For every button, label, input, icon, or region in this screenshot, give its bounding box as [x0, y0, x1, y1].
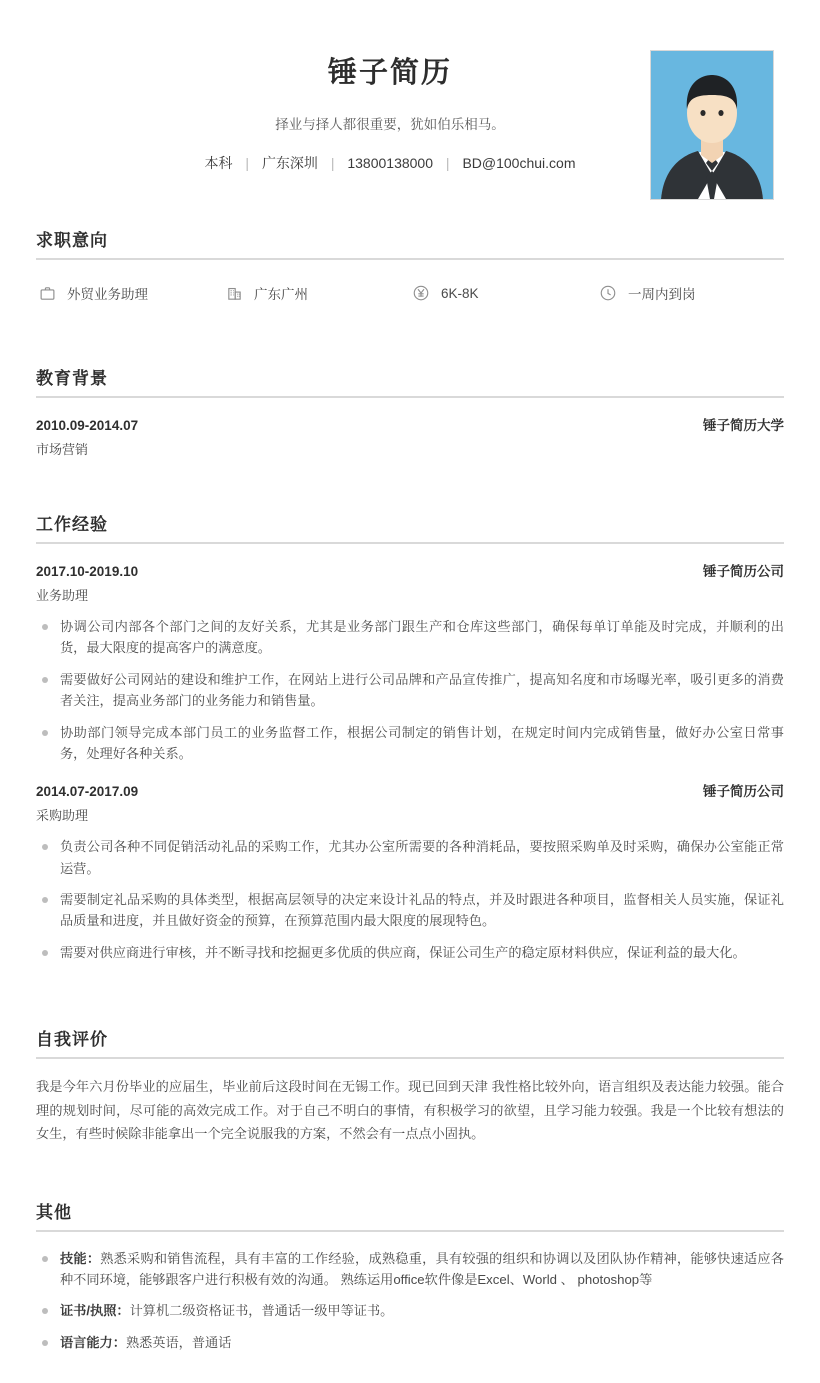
education-date: 2010.09-2014.07	[36, 418, 139, 433]
job-intent-row	[36, 282, 784, 304]
meta-separator: |	[245, 155, 250, 171]
other-text: 计算机二级资格证书，普通话一级甲等证书。	[129, 1303, 394, 1319]
section-divider	[36, 1057, 784, 1059]
work-date: 2014.07-2017.09	[36, 784, 139, 800]
list-item: 协助部门领导完成本部门员工的业务监督工作，根据公司制定的销售计划，在规定时间内完成销售量，做好办公室日常事务，处理好各种关系。	[36, 722, 784, 765]
meta-email: BD@100chui.com	[462, 155, 576, 171]
other-text: 熟悉英语，普通话	[125, 1334, 232, 1350]
self-evaluation-text: 我是今年六月份毕业的应届生，毕业前后这段时间在无锡工作。现已回到天津 我性格比较外向，语言组织及表达能力较强。能合理的规划时间，尽可能的高效完成工作。对于自己不明白的事情，有积极学习的欲望，且学习能力较强。我是一个比较有想法的女生，有些时候除非能拿出一个完全说服我的方案，不然会有一点点小固执。	[36, 1079, 784, 1142]
education-major: 市场营销	[36, 442, 89, 457]
list-item	[36, 1300, 784, 1321]
section-title-education: 教育背景	[36, 369, 108, 388]
work-date: 2017.10-2019.10	[36, 564, 139, 579]
section-title-self-evaluation: 自我评价	[36, 1030, 108, 1050]
work-entry-head	[36, 560, 784, 580]
header-motto: 择业与择人都很重要，犹如伯乐相马。	[275, 117, 505, 132]
work-entry	[36, 560, 784, 764]
intent-item-city	[223, 282, 410, 304]
work-entry	[36, 780, 784, 963]
city-icon	[223, 282, 245, 304]
briefcase-icon	[36, 282, 58, 304]
header-meta	[36, 153, 744, 173]
section-title-job-intent: 求职意向	[36, 231, 108, 250]
meta-location: 广东深圳	[261, 155, 318, 171]
section-title-work: 工作经验	[36, 515, 108, 534]
work-role: 采购助理	[36, 808, 89, 824]
intent-item-position	[36, 282, 223, 304]
intent-item-availability	[597, 282, 784, 304]
section-divider	[36, 542, 784, 544]
section-self-evaluation	[36, 1025, 784, 1146]
work-entry-head	[36, 780, 784, 800]
intent-salary-text: 6K-8K	[441, 285, 479, 301]
other-text: 熟悉采购和销售流程，具有丰富的工作经验，成熟稳重，具有较强的组织和协调以及团队协作精神，能够快速适应各种不同环境，能够跟客户进行积极有效的沟通。 熟练运用office软件像是Excel、World 、 photoshop等	[60, 1250, 784, 1287]
avatar	[650, 50, 774, 200]
education-entry-head	[36, 414, 784, 434]
other-label: 证书/执照：	[60, 1303, 130, 1319]
intent-availability-text: 一周内到岗	[628, 287, 696, 302]
list-item: 负责公司各种不同促销活动礼品的采购工作，尤其办公室所需要的各种消耗品，要按照采购单及时采购，确保办公室能正常运营。	[36, 836, 784, 879]
meta-separator: |	[330, 155, 335, 171]
other-bullets	[36, 1248, 784, 1354]
section-other	[36, 1198, 784, 1354]
work-org: 锤子简历公司	[703, 784, 784, 800]
section-divider	[36, 258, 784, 260]
education-entry	[36, 414, 784, 458]
list-item	[36, 1332, 784, 1353]
section-education	[36, 364, 784, 458]
clock-icon	[597, 282, 619, 304]
section-divider	[36, 1230, 784, 1232]
work-role: 业务助理	[36, 588, 89, 603]
work-bullets	[36, 836, 784, 963]
section-title-other: 其他	[36, 1202, 72, 1222]
list-item: 需要对供应商进行审核，并不断寻找和挖掘更多优质的供应商，保证公司生产的稳定原材料供应，保证利益的最大化。	[36, 942, 784, 963]
intent-item-salary	[410, 282, 597, 304]
meta-phone: 13800138000	[347, 155, 434, 171]
list-item	[36, 1248, 784, 1291]
resume-header	[36, 40, 784, 200]
section-job-intent	[36, 226, 784, 304]
list-item: 协调公司内部各个部门之间的友好关系，尤其是业务部门跟生产和仓库这些部门，确保每单订单能及时完成，并顺利的出货，最大限度的提高客户的满意度。	[36, 616, 784, 659]
other-label: 技能：	[60, 1250, 101, 1266]
list-item: 需要制定礼品采购的具体类型，根据高层领导的决定来设计礼品的特点，并及时跟进各种项目，监督相关人员实施，保证礼品质量和进度，并且做好资金的预算，在预算范围内最大限度的展现特色。	[36, 889, 784, 932]
intent-position-text: 外贸业务助理	[67, 287, 148, 302]
list-item: 需要做好公司网站的建设和维护工作，在网站上进行公司品牌和产品宣传推广，提高知名度和市场曝光率，吸引更多的消费者关注，提高业务部门的业务能力和销售量。	[36, 669, 784, 712]
yuan-icon	[410, 282, 432, 304]
intent-city-text: 广东广州	[254, 287, 308, 302]
education-org: 锤子简历大学	[703, 418, 784, 433]
work-org: 锤子简历公司	[703, 564, 784, 579]
meta-separator: |	[445, 155, 450, 171]
work-bullets	[36, 616, 784, 764]
section-divider	[36, 396, 784, 398]
page-title: 锤子简历	[327, 57, 452, 89]
section-work-experience	[36, 510, 784, 963]
other-label: 语言能力：	[60, 1334, 126, 1350]
meta-education: 本科	[204, 155, 233, 171]
